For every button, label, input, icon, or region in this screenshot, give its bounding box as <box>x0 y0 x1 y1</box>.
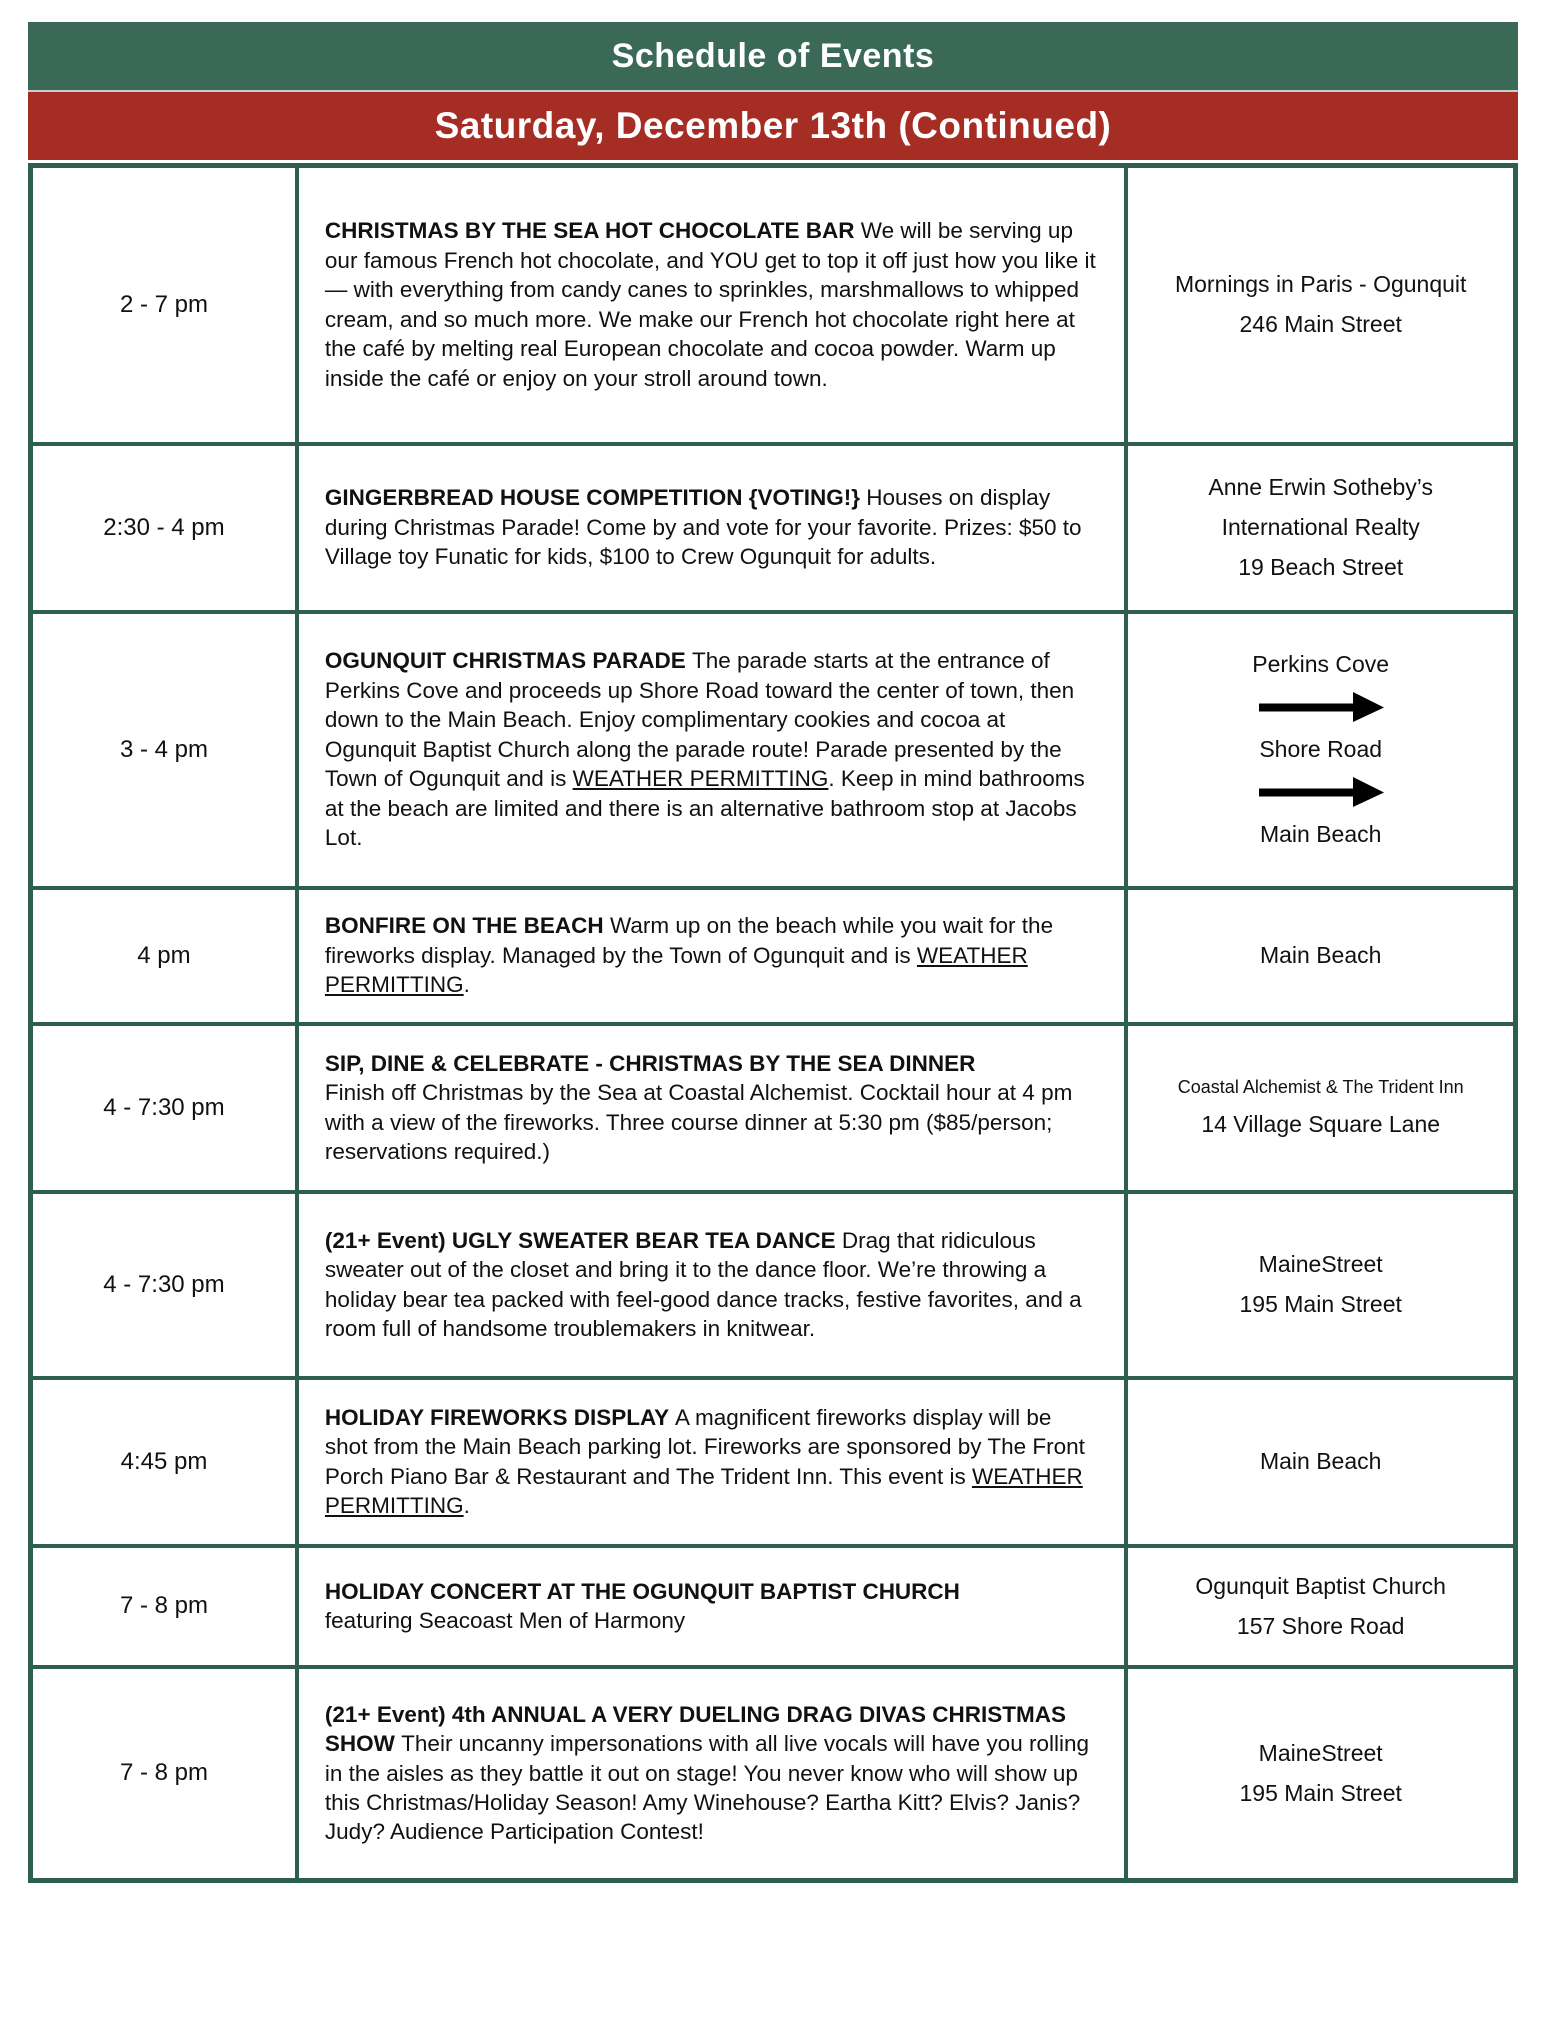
weather-permitting-note: WEATHER PERMITTING <box>572 766 829 792</box>
table-row <box>31 888 1516 1024</box>
schedule-title-bar <box>28 22 1518 90</box>
location-line: Main Beach <box>1259 942 1382 968</box>
description-cell <box>297 1192 1126 1378</box>
time-cell: 4 pm <box>31 888 297 1024</box>
description-segment: . Keep in mind bathrooms at the beach are limited and there is an alternative bathroom stop at Jacobs Lot. <box>324 766 1085 851</box>
description-segment: Their uncanny impersonations with all live vocals will have you rolling in the aisles as they battle it out on stage! You never know who will show up this Christmas/Holiday Season! Amy Winehouse? Eartha Kitt? Elvis? Janis? Judy? Audience Participation Contest! <box>324 1731 1089 1845</box>
description-segment: Houses on display during Christmas Parade! Come by and vote for your favorite. Prizes: $50 to Village toy Funatic for kids, $100 to Crew Ogunquit for adults. <box>324 485 1082 570</box>
weather-permitting-note: WEATHER PERMITTING <box>324 942 1028 998</box>
description-cell <box>297 1378 1126 1546</box>
events-table-body <box>31 166 1516 1881</box>
table-row <box>31 1192 1516 1378</box>
event-title: HOLIDAY FIREWORKS DISPLAY <box>324 1404 675 1430</box>
location-line: Perkins Cove <box>1252 651 1390 677</box>
event-title: (21+ Event) 4th ANNUAL A VERY DUELING DRAG DIVAS CHRISTMAS SHOW <box>324 1701 1067 1757</box>
location-line: 246 Main Street <box>1239 311 1402 338</box>
table-row <box>31 612 1516 888</box>
location-line: 195 Main Street <box>1239 1291 1402 1317</box>
time-cell: 4 - 7:30 pm <box>31 1024 297 1192</box>
description-cell <box>297 888 1126 1024</box>
time-cell: 7 - 8 pm <box>31 1667 297 1881</box>
location-cell <box>1126 166 1515 444</box>
event-title: BONFIRE ON THE BEACH <box>324 913 610 939</box>
location-line: Ogunquit Baptist Church <box>1195 1572 1446 1599</box>
table-row <box>31 1378 1516 1546</box>
location-line: Mornings in Paris - Ogunquit <box>1174 271 1467 298</box>
time-cell: 2:30 - 4 pm <box>31 444 297 612</box>
event-title: SIP, DINE & CELEBRATE - CHRISTMAS BY THE SEA DINNER <box>324 1050 976 1076</box>
right-arrow-icon <box>1257 776 1385 808</box>
location-line: Main Beach <box>1259 821 1382 847</box>
description-cell <box>297 1546 1126 1667</box>
location-line: 14 Village Square Lane <box>1201 1111 1441 1137</box>
schedule-sheet <box>28 22 1518 1883</box>
time-cell: 2 - 7 pm <box>31 166 297 444</box>
location-cell <box>1126 1378 1515 1546</box>
description-segment: A magnificent fireworks display will be shot from the Main Beach parking lot. Fireworks are sponsored by The Front Porch Piano Bar & Restaurant and The Trident Inn. This event is <box>324 1404 1085 1489</box>
location-line: Main Beach <box>1259 1448 1382 1474</box>
weather-permitting-note: WEATHER PERMITTING <box>324 1463 1083 1518</box>
description-segment: Finish off Christmas by the Sea at Coastal Alchemist. Cocktail hour at 4 pm with a view of the fireworks. Three course dinner at 5:30 pm ($85/person; reservations required.) <box>324 1080 1073 1164</box>
description-cell <box>297 166 1126 444</box>
description-cell <box>297 612 1126 888</box>
description-segment: . <box>463 972 470 998</box>
location-arrow <box>1142 776 1499 808</box>
location-cell <box>1126 1024 1515 1192</box>
location-cell <box>1126 1546 1515 1667</box>
location-cell <box>1126 444 1515 612</box>
location-line: MaineStreet <box>1258 1739 1383 1766</box>
location-line: 157 Shore Road <box>1236 1612 1405 1639</box>
location-arrow <box>1142 691 1499 723</box>
location-line: 19 Beach Street <box>1238 554 1404 580</box>
description-segment: featuring Seacoast Men of Harmony <box>324 1608 686 1633</box>
time-cell: 4 - 7:30 pm <box>31 1192 297 1378</box>
location-cell <box>1126 1667 1515 1881</box>
event-title: OGUNQUIT CHRISTMAS PARADE <box>324 648 693 674</box>
description-segment: The parade starts at the entrance of Perkins Cove and proceeds up Shore Road toward the center of town, then down to the Main Beach. Enjoy complimentary cookies and cocoa at Ogunquit Baptist Church along the parade route! Parade presented by the Town of Ogunquit and is <box>324 648 1075 792</box>
location-line: MaineStreet <box>1258 1251 1383 1277</box>
schedule-title: Schedule of Events <box>611 36 935 75</box>
schedule-date-subtitle: Saturday, December 13th (Continued) <box>434 105 1112 146</box>
event-title: HOLIDAY CONCERT AT THE OGUNQUIT BAPTIST CHURCH <box>324 1578 960 1604</box>
table-row <box>31 166 1516 444</box>
location-line: Anne Erwin Sotheby’s <box>1208 474 1433 500</box>
description-segment: Warm up on the beach while you wait for the fireworks display. Managed by the Town of Ogunquit and is <box>324 913 1054 968</box>
right-arrow-icon <box>1257 691 1385 723</box>
time-cell: 7 - 8 pm <box>31 1546 297 1667</box>
location-line: Coastal Alchemist & The Trident Inn <box>1177 1077 1464 1097</box>
location-cell <box>1126 1192 1515 1378</box>
description-cell <box>297 444 1126 612</box>
table-row <box>31 1546 1516 1667</box>
time-cell: 4:45 pm <box>31 1378 297 1546</box>
location-line: International Realty <box>1221 514 1420 540</box>
location-cell <box>1126 888 1515 1024</box>
table-row <box>31 444 1516 612</box>
description-segment: Drag that ridiculous sweater out of the closet and bring it to the dance floor. We’re throwing a holiday bear tea packed with feel-good dance tracks, festive favorites, and a room full of handsome troublemakers in knitwear. <box>324 1227 1082 1341</box>
table-row <box>31 1667 1516 1881</box>
table-row <box>31 1024 1516 1192</box>
location-cell <box>1126 612 1515 888</box>
events-table <box>28 163 1518 1883</box>
description-cell <box>297 1667 1126 1881</box>
location-line: 195 Main Street <box>1239 1779 1402 1806</box>
description-cell <box>297 1024 1126 1192</box>
event-title: GINGERBREAD HOUSE COMPETITION {VOTING!} <box>324 485 867 511</box>
event-title: (21+ Event) UGLY SWEATER BEAR TEA DANCE <box>324 1227 842 1253</box>
description-segment: . <box>463 1492 470 1518</box>
schedule-date-bar <box>28 90 1518 160</box>
event-title: CHRISTMAS BY THE SEA HOT CHOCOLATE BAR <box>324 218 861 244</box>
time-cell: 3 - 4 pm <box>31 612 297 888</box>
location-line: Shore Road <box>1259 736 1383 762</box>
description-segment: We will be serving up our famous French hot chocolate, and YOU get to top it off just how you like it — with everything from candy canes to sprinkles, marshmallows to whipped cream, and so much more. We make our French hot chocolate right here at the café by melting real European chocolate and cocoa powder. Warm up inside the café or enjoy on your stroll around town. <box>324 218 1096 391</box>
